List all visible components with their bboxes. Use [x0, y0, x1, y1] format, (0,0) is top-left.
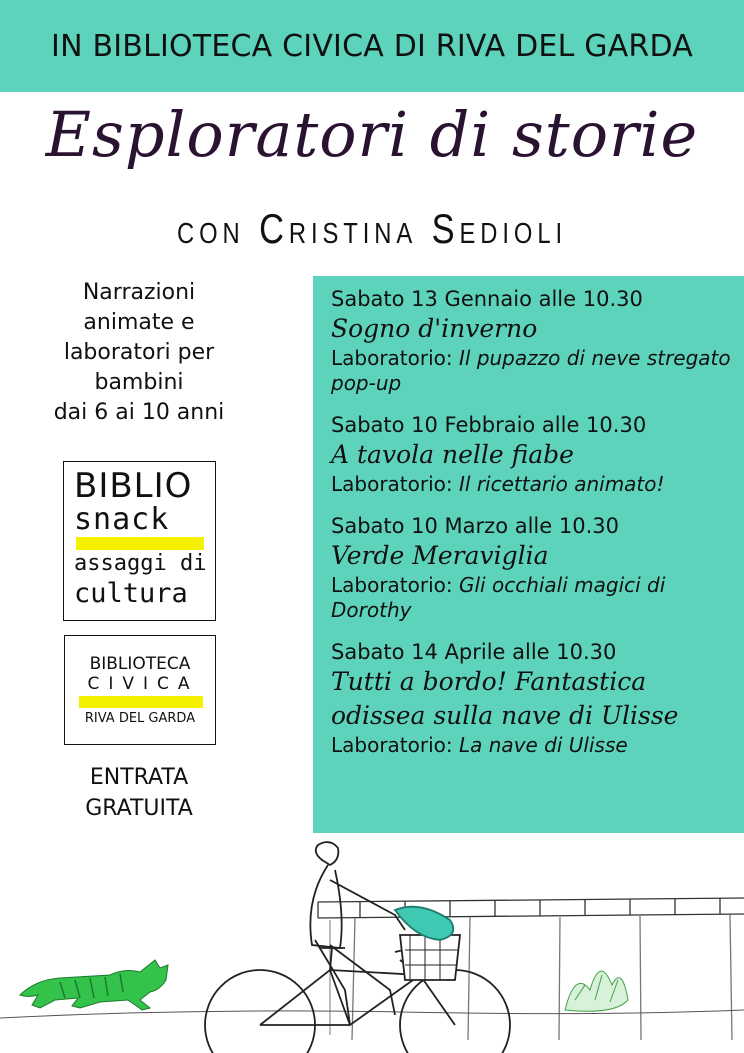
- lab-title: La nave di Ulisse: [459, 733, 628, 757]
- banner-text: IN BIBLIOTECA CIVICA DI RIVA DEL GARDA: [51, 28, 693, 64]
- biblioteca-logo-line: CIVICA: [87, 674, 199, 694]
- biblioteca-logo-line: BIBLIOTECA: [89, 654, 191, 674]
- intro-line: laboratori per: [63, 340, 215, 365]
- intro-line: animate e: [83, 310, 195, 335]
- fence-drawing: [318, 898, 744, 1040]
- event-name: Tutti a bordo! Fantastica odissea sulla nave di Ulisse: [331, 667, 679, 730]
- logo-highlight-bar: [76, 537, 204, 550]
- biblioteca-logo: [64, 635, 216, 745]
- top-banner: [0, 0, 744, 92]
- event-item: [331, 286, 732, 396]
- event-lab: [331, 472, 732, 497]
- lab-title: Gli occhiali magici di Dorothy: [331, 573, 666, 622]
- poster-title: Esploratori di storie: [45, 98, 699, 171]
- event-date: Sabato 10 Marzo alle 10.30: [331, 514, 619, 538]
- event-name: A tavola nelle fiabe: [331, 440, 574, 469]
- event-date: Sabato 14 Aprile alle 10.30: [331, 640, 617, 664]
- bibliosnack-logo-line: cultura: [74, 578, 188, 609]
- bibliosnack-logo-line: BIBLIO: [74, 466, 193, 506]
- intro-line: Narrazioni: [82, 280, 196, 305]
- event-lab: [331, 346, 732, 396]
- illustration: [0, 840, 744, 1053]
- event-lab: [331, 733, 732, 758]
- bibliosnack-logo: [63, 461, 216, 621]
- intro-line: bambini: [94, 370, 184, 395]
- logo-highlight-bar: [79, 696, 203, 708]
- lab-prefix: Laboratorio:: [331, 573, 459, 597]
- events-panel: [313, 276, 744, 833]
- lab-title: Il ricettario animato!: [459, 472, 665, 496]
- cyclist-drawing: [205, 842, 510, 1053]
- event-name: Verde Meraviglia: [331, 541, 549, 570]
- event-item: [331, 639, 732, 758]
- event-date: Sabato 13 Gennaio alle 10.30: [331, 287, 643, 311]
- event-name: Sogno d'inverno: [331, 314, 538, 343]
- lab-prefix: Laboratorio:: [331, 472, 459, 496]
- intro-line: dai 6 ai 10 anni: [53, 400, 225, 425]
- event-date: Sabato 10 Febbraio alle 10.30: [331, 413, 647, 437]
- event-lab: [331, 573, 732, 623]
- lab-title: Il pupazzo di neve stregato pop-up: [331, 346, 731, 395]
- entry-line: ENTRATA: [89, 765, 189, 790]
- bibliosnack-logo-line: snack: [74, 502, 170, 537]
- poster-subtitle: con Cristina Sedioli: [176, 205, 568, 252]
- entry-line: GRATUITA: [85, 796, 193, 821]
- cat-drawing: [20, 960, 168, 1010]
- lab-prefix: Laboratorio:: [331, 733, 459, 757]
- bibliosnack-logo-line: assaggi di: [74, 551, 207, 576]
- event-item: [331, 513, 732, 623]
- intro-text: [30, 278, 248, 428]
- event-item: [331, 412, 732, 497]
- biblioteca-logo-line: RIVA DEL GARDA: [84, 711, 196, 726]
- lab-prefix: Laboratorio:: [331, 346, 459, 370]
- ground-line: [0, 1010, 744, 1018]
- free-entry-text: [30, 762, 248, 824]
- bush-drawing: [565, 971, 628, 1011]
